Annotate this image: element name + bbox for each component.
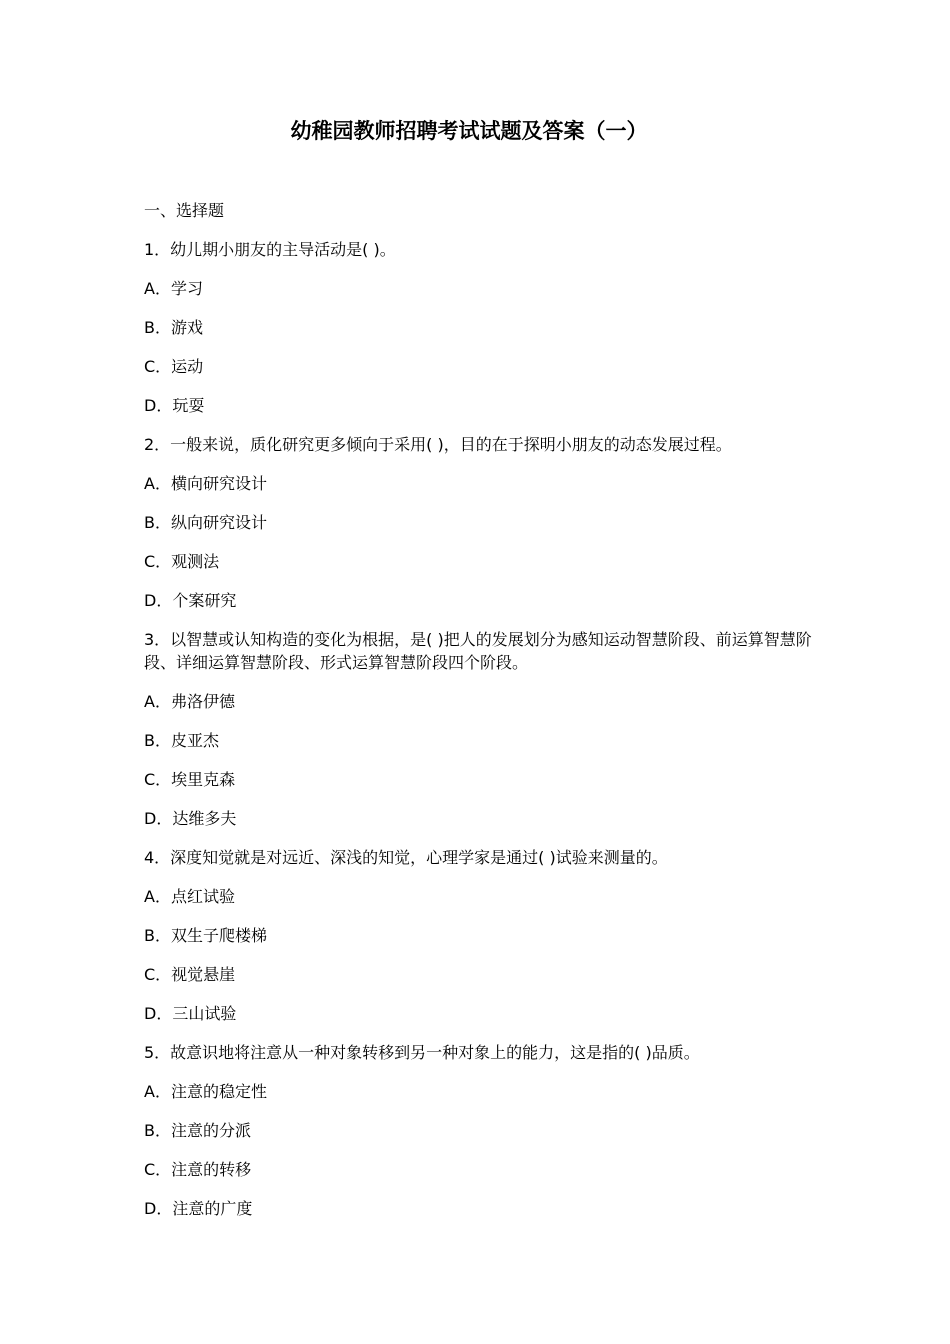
question-block bbox=[144, 1041, 814, 1220]
question-stem: 4．深度知觉就是对远近、深浅的知觉，心理学家是通过( )试验来测量的。 bbox=[144, 848, 668, 867]
answer-option: B．皮亚杰 bbox=[144, 731, 219, 750]
answer-option: B．注意的分派 bbox=[144, 1121, 251, 1140]
answer-option: A．注意的稳定性 bbox=[144, 1082, 267, 1101]
answer-option: D．三山试验 bbox=[144, 1004, 237, 1023]
question-stem: 3．以智慧或认知构造的变化为根据，是( )把人的发展划分为感知运动智慧阶段、前运算智慧阶段、详细运算智慧阶段、形式运算智慧阶段四个阶段。 bbox=[144, 630, 812, 672]
question-stem: 2．一般来说，质化研究更多倾向于采用( )，目的在于探明小朋友的动态发展过程。 bbox=[144, 435, 732, 454]
answer-option: D．达维多夫 bbox=[144, 809, 237, 828]
answer-option: A．弗洛伊德 bbox=[144, 692, 235, 711]
question-block bbox=[144, 433, 814, 612]
answer-option: A．学习 bbox=[144, 279, 203, 298]
answer-option: C．埃里克森 bbox=[144, 770, 236, 789]
answer-option: C．视觉悬崖 bbox=[144, 965, 236, 984]
question-stem: 5．故意识地将注意从一种对象转移到另一种对象上的能力，这是指的( )品质。 bbox=[144, 1043, 700, 1062]
document-body bbox=[144, 199, 814, 1236]
answer-option: C．观测法 bbox=[144, 552, 220, 571]
answer-option: C．运动 bbox=[144, 357, 204, 376]
question-stem: 1．幼儿期小朋友的主导活动是( )。 bbox=[144, 240, 396, 259]
section-heading: 一、选择题 bbox=[144, 201, 225, 220]
question-block bbox=[144, 628, 814, 830]
answer-option: A．横向研究设计 bbox=[144, 474, 267, 493]
answer-option: B．双生子爬楼梯 bbox=[144, 926, 267, 945]
answer-option: C．注意的转移 bbox=[144, 1160, 252, 1179]
answer-option: A．点红试验 bbox=[144, 887, 235, 906]
answer-option: D．个案研究 bbox=[144, 591, 237, 610]
document-title: 幼稚园教师招聘考试试题及答案（一） bbox=[290, 119, 648, 143]
answer-option: D．玩耍 bbox=[144, 396, 205, 415]
answer-option: B．纵向研究设计 bbox=[144, 513, 267, 532]
answer-option: B．游戏 bbox=[144, 318, 203, 337]
question-block bbox=[144, 846, 814, 1025]
question-block bbox=[144, 238, 814, 417]
answer-option: D．注意的广度 bbox=[144, 1199, 253, 1218]
